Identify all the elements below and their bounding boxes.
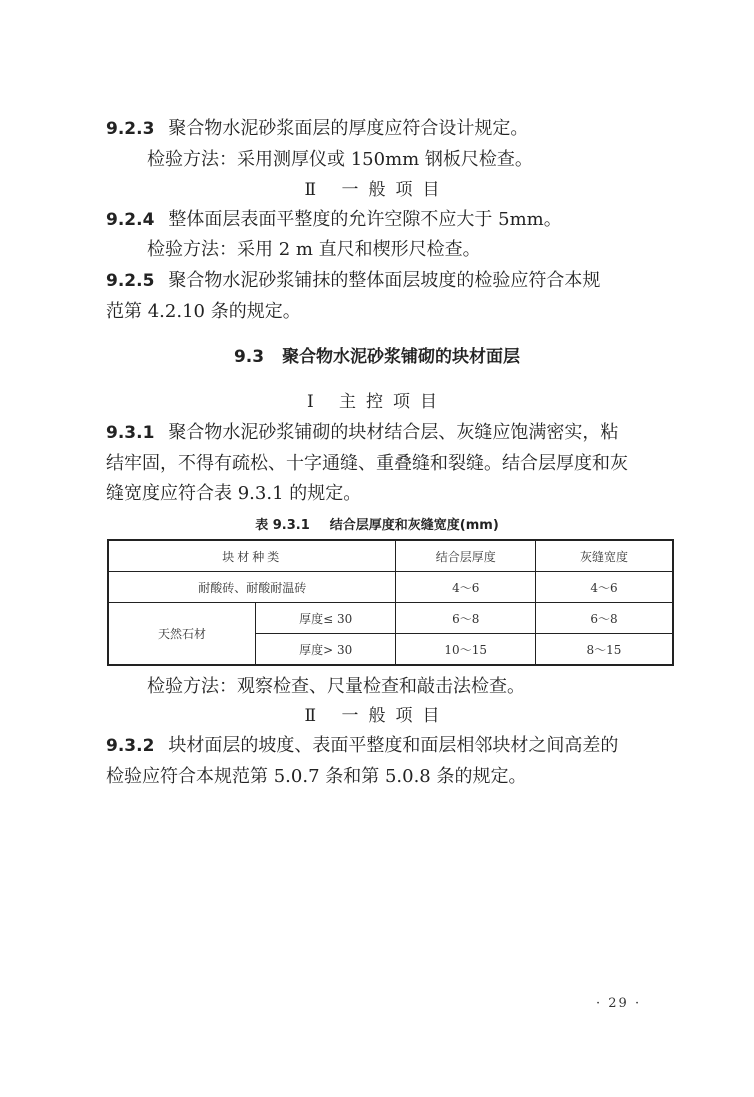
clause-text: 块材面层的坡度、表面平整度和面层相邻块材之间高差的 [168,735,619,756]
cell-bond: 6～8 [396,603,536,634]
heading-general-items-2: Ⅱ 一般项目 [304,706,450,726]
method-9-2-3: 检验方法：采用测厚仪或 150mm 钢板尺检查。 [147,149,533,170]
clause-9-2-5-cont: 范第 4.2.10 条的规定。 [106,301,301,322]
header-block-type: 块材种类 [108,540,396,572]
section-number: 9.3 [233,347,265,367]
clause-9-2-4 [106,207,562,233]
table-header-row [108,540,673,572]
clause-text: 聚合物水泥砂浆铺砌的块材结合层、灰缝应饱满密实，粘 [168,422,619,443]
cell-sub: 厚度≤ 30 [255,603,396,634]
table-row [108,572,673,603]
method-9-3-1: 检验方法：观察检查、尺量检查和敲击法检查。 [147,676,525,697]
table-row [108,603,673,634]
header-bond-thickness: 结合层厚度 [396,540,536,572]
clause-9-2-3 [106,116,528,142]
page-number: · 29 · [596,996,642,1011]
clause-9-3-1-cont2: 缝宽度应符合表 9.3.1 的规定。 [106,483,362,504]
clause-number: 9.3.1 [106,423,155,443]
cell-joint: 8～15 [535,634,673,666]
clause-9-3-1-cont: 结牢固，不得有疏松、十字通缝、重叠缝和裂缝。结合层厚度和灰 [106,453,628,474]
method-9-2-4: 检验方法：采用 2 m 直尺和楔形尺检查。 [147,239,481,260]
clause-9-3-1 [106,420,618,446]
clause-number: 9.2.3 [106,119,155,139]
clause-text: 整体面层表面平整度的允许空隙不应大于 5mm。 [168,209,562,230]
cell-bond: 4～6 [396,572,536,603]
heading-general-items: Ⅱ 一般项目 [304,180,450,200]
table-title: 结合层厚度和灰缝宽度(mm) [329,518,499,533]
cell-type: 耐酸砖、耐酸耐温砖 [108,572,396,603]
clause-number: 9.2.4 [106,210,155,230]
clause-9-3-2 [106,733,618,759]
clause-text: 聚合物水泥砂浆铺抹的整体面层坡度的检验应符合本规 [168,270,601,291]
table-number: 表 9.3.1 [255,518,310,533]
cell-bond: 10～15 [396,634,536,666]
table-caption [0,514,754,533]
cell-sub: 厚度> 30 [255,634,396,666]
header-joint-width: 灰缝宽度 [535,540,673,572]
section-title [0,342,754,367]
clause-9-2-5 [106,268,600,294]
clause-text: 聚合物水泥砂浆面层的厚度应符合设计规定。 [168,118,529,139]
bond-joint-table [107,539,674,666]
cell-group: 天然石材 [108,603,255,666]
clause-9-3-2-cont: 检验应符合本规范第 5.0.7 条和第 5.0.8 条的规定。 [106,766,527,787]
clause-number: 9.2.5 [106,271,155,291]
clause-number: 9.3.2 [106,736,155,756]
cell-joint: 6～8 [535,603,673,634]
section-title-text: 聚合物水泥砂浆铺砌的块材面层 [282,347,521,367]
cell-joint: 4～6 [535,572,673,603]
heading-main-items: Ⅰ 主控项目 [306,392,448,412]
